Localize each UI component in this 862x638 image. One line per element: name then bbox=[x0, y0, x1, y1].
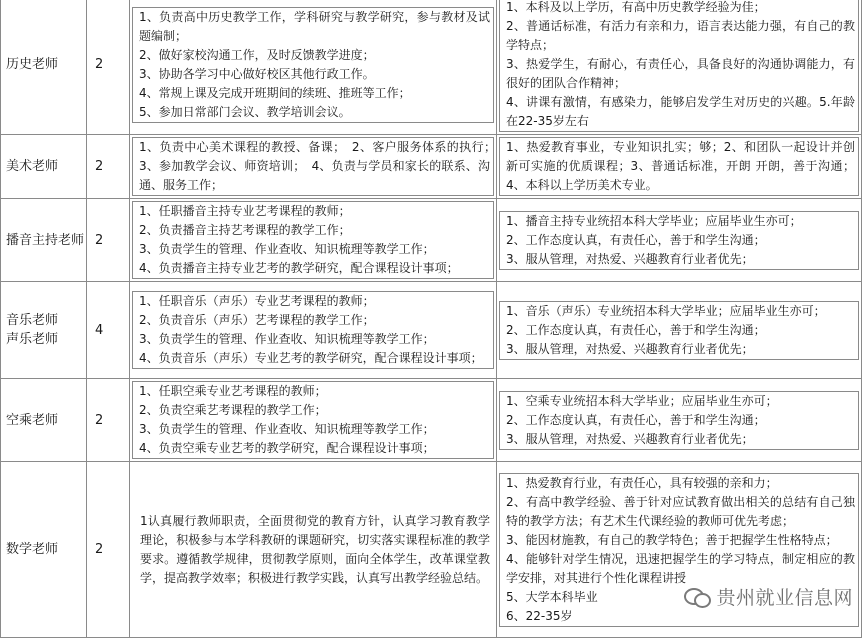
requirements-cell-item: 1、空乘专业统招本科大学毕业；应届毕业生亦可； bbox=[506, 393, 778, 408]
position-title-line: 美术老师 bbox=[6, 159, 59, 174]
duties-cell-box bbox=[132, 201, 494, 279]
duties-cell-item: 1、负责中心美术课程的教授、备课； 2、客户服务体系的执行； 3、参加教学会议、师资培训； 4、负责与学员和家长的联系、沟通、服务工作； bbox=[139, 140, 503, 192]
watermark bbox=[684, 583, 853, 610]
duties-cell bbox=[130, 0, 497, 135]
requirements-cell-item: 3、服从管理，对热爱、兴趣教育行业者优先； bbox=[506, 431, 754, 446]
requirements-cell-box bbox=[499, 391, 859, 450]
duties-cell-item: 2、负责音乐（声乐）艺考课程的教学工作； bbox=[139, 313, 375, 327]
headcount: 2 bbox=[87, 0, 130, 135]
duties-cell bbox=[130, 379, 497, 462]
duties-cell-item: 1认真履行教师职责，全面贯彻党的教育方针，认真学习教育教学理论，积极参与本学科教研的课题研究，切实落实课程标准的教学要求。遵循教学规律，贯彻教学原则，面向全体学生，改革课堂教学，提高教学效率；积极进行教学实践，认真写出教学经验总结。 bbox=[140, 513, 490, 585]
duties-cell bbox=[130, 135, 503, 199]
position-title bbox=[1, 199, 87, 282]
duties-cell-item: 3、协助各学习中心做好校区其他行政工作。 bbox=[139, 66, 375, 81]
requirements-cell-box bbox=[499, 211, 859, 270]
requirements-cell-item: 2、有高中教学经验、善于针对应试教育做出相关的总结有自己独特的教学方法；有艺术生代课经验的教师可优先考虑； bbox=[506, 494, 855, 528]
table-row bbox=[1, 282, 862, 379]
table-row bbox=[1, 462, 862, 638]
requirements-cell bbox=[497, 379, 862, 462]
position-title-line: 数学老师 bbox=[6, 542, 59, 557]
headcount: 2 bbox=[87, 379, 130, 462]
requirements-cell-item: 4、讲课有激情，有感染力，能够启发学生对历史的兴趣。5.年龄在22-35岁左右 bbox=[506, 95, 855, 128]
duties-cell-item: 1、任职播音主持专业艺考课程的教师； bbox=[139, 204, 351, 218]
requirements-cell-item: 3、服从管理，对热爱、兴趣教育行业者优先； bbox=[506, 251, 754, 266]
duties-cell-item: 4、负责音乐（声乐）专业艺考的教学研究，配合课程设计事项； bbox=[139, 351, 483, 365]
headcount: 4 bbox=[87, 282, 130, 379]
table-row bbox=[1, 199, 862, 282]
requirements-cell bbox=[497, 199, 862, 282]
duties-cell-item: 1、负责高中历史教学工作，学科研究与教学研究，参与教材及试题编制； bbox=[139, 9, 490, 43]
table-row bbox=[1, 379, 862, 462]
wechat-icon bbox=[684, 586, 710, 608]
requirements-cell-item: 1、本科及以上学历，有高中历史教学经验为佳； bbox=[506, 0, 766, 14]
requirements-cell-item: 1、热爱教育事业，专业知识扎实；够；2、和团队一起设计并创新可实施的优质课程；3、普通话标准，开朗 开朗，善于沟通；4、本科以上学历美术专业。 bbox=[506, 140, 855, 192]
requirements-cell bbox=[497, 282, 862, 379]
position-title-line: 历史老师 bbox=[6, 57, 59, 72]
requirements-cell bbox=[497, 462, 862, 638]
duties-cell-item: 3、负责学生的管理、作业查收、知识梳理等教学工作； bbox=[139, 422, 435, 436]
position-title bbox=[1, 462, 87, 638]
duties-cell-box bbox=[132, 291, 494, 369]
headcount: 2 bbox=[87, 199, 130, 282]
position-title bbox=[1, 379, 87, 462]
position-title-line: 声乐老师 bbox=[6, 332, 59, 347]
requirements-cell-item: 3、能因材施教，有自己的教学特色；善于把握学生性格特点； bbox=[506, 532, 838, 547]
position-title bbox=[1, 135, 87, 199]
position-title bbox=[1, 0, 87, 135]
duties-cell-item: 1、任职空乘专业艺考课程的教师； bbox=[139, 384, 327, 398]
requirements-cell-item: 5、大学本科毕业 bbox=[506, 589, 598, 604]
requirements-cell-item: 1、热爱教育行业，有责任心，具有较强的亲和力； bbox=[506, 475, 778, 490]
requirements-cell-item: 1、播音主持专业统招本科大学毕业；应届毕业生亦可； bbox=[506, 213, 802, 228]
requirements-cell-box bbox=[499, 301, 859, 360]
requirements-cell-box bbox=[499, 0, 859, 132]
requirements-cell-item: 2、工作态度认真，有责任心，善于和学生沟通； bbox=[506, 232, 766, 247]
watermark-text: 贵州就业信息网 bbox=[716, 587, 853, 609]
requirements-cell-item: 2、工作态度认真，有责任心，善于和学生沟通； bbox=[506, 322, 766, 337]
duties-cell-item: 3、负责学生的管理、作业查收、知识梳理等教学工作； bbox=[139, 332, 435, 346]
duties-cell-item: 1、任职音乐（声乐）专业艺考课程的教师； bbox=[139, 294, 375, 308]
requirements-cell-item: 1、音乐（声乐）专业统招本科大学毕业；应届毕业生亦可； bbox=[506, 303, 826, 318]
requirements-cell-item: 6、22-35岁 bbox=[506, 608, 573, 623]
requirements-cell-item: 3、热爱学生，有耐心，有责任心，具备良好的沟通协调能力，有很好的团队合作精神； bbox=[506, 57, 855, 90]
requirements-cell-item: 3、服从管理，对热爱、兴趣教育行业者优先； bbox=[506, 341, 754, 356]
requirements-cell-item: 2、工作态度认真，有责任心，善于和学生沟通； bbox=[506, 412, 766, 427]
duties-cell-item: 2、负责空乘艺考课程的教学工作； bbox=[139, 403, 327, 417]
position-title-line: 播音主持老师 bbox=[6, 232, 85, 248]
requirements-cell-box bbox=[499, 137, 859, 196]
headcount: 2 bbox=[87, 462, 130, 638]
duties-cell-item: 5、参加日常部门会议、教学培训会议。 bbox=[139, 104, 351, 119]
duties-cell-box bbox=[130, 512, 496, 588]
table-row bbox=[1, 135, 862, 199]
position-title-line: 空乘老师 bbox=[6, 412, 59, 428]
duties-cell-item: 4、常规上课及完成开班期间的续班、推班等工作； bbox=[139, 85, 411, 100]
position-title bbox=[1, 282, 87, 379]
duties-cell-box bbox=[132, 7, 494, 123]
duties-cell-item: 4、负责播音主持专业艺考的教学研究，配合课程设计事项； bbox=[139, 261, 459, 275]
requirements-cell bbox=[497, 135, 862, 199]
duties-cell bbox=[130, 462, 497, 638]
requirements-cell bbox=[497, 0, 862, 135]
position-title-line: 音乐老师 bbox=[6, 313, 59, 328]
duties-cell-item: 3、负责学生的管理、作业查收、知识梳理等教学工作； bbox=[139, 242, 435, 256]
requirements-cell-item: 4、能够针对学生情况，迅速把握学生的学习特点，制定相应的教学安排，对其进行个性化课程讲授 bbox=[506, 551, 855, 585]
headcount: 2 bbox=[87, 135, 130, 199]
duties-cell-item: 2、做好家校沟通工作，及时反馈教学进度； bbox=[139, 47, 375, 62]
duties-cell-box bbox=[132, 381, 494, 459]
requirements-cell-item: 2、普通话标准，有活力有亲和力，语言表达能力强，有自己的教学特点； bbox=[506, 19, 855, 52]
duties-cell bbox=[130, 282, 497, 379]
duties-cell-item: 4、负责空乘专业艺考的教学研究，配合课程设计事项； bbox=[139, 441, 435, 455]
duties-cell-item: 2、负责播音主持艺考课程的教学工作； bbox=[139, 223, 351, 237]
duties-cell bbox=[130, 199, 497, 282]
table-row bbox=[1, 0, 862, 135]
duties-cell-box bbox=[132, 137, 503, 196]
